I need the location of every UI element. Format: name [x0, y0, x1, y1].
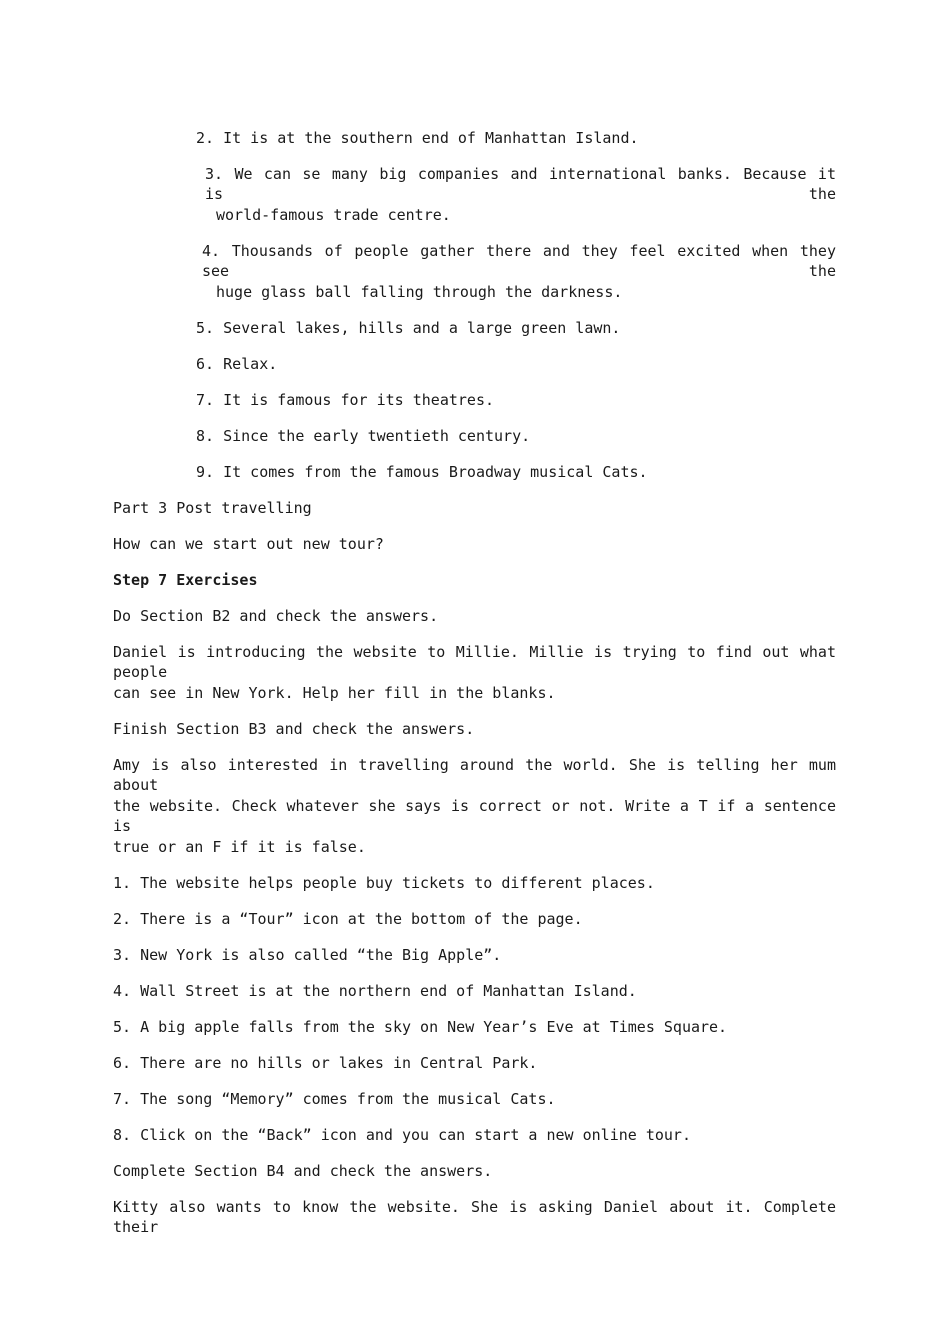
- statement-1: 1. The website helps people buy tickets to different places.: [113, 874, 655, 892]
- answer-7: 7. It is famous for its theatres.: [196, 391, 495, 409]
- answer-6: 6. Relax.: [196, 355, 278, 373]
- statement-6: 6. There are no hills or lakes in Central Park.: [113, 1054, 538, 1072]
- statement-5: 5. A big apple falls from the sky on New Year’s Eve at Times Square.: [113, 1018, 728, 1036]
- answer-4-continued: huge glass ball falling through the darkness.: [216, 283, 623, 301]
- b3-description-line2: the website. Check whatever she says is correct or not. Write a T if a sentence is: [113, 797, 836, 835]
- b2-instruction: Do Section B2 and check the answers.: [113, 607, 439, 625]
- b3-description: Amy is also interested in travelling around the world. She is telling her mum about: [113, 756, 836, 794]
- answer-4: 4. Thousands of people gather there and they feel excited when they see the: [202, 242, 836, 280]
- part3-question: How can we start out new tour?: [113, 535, 384, 553]
- statement-2: 2. There is a “Tour” icon at the bottom of the page.: [113, 910, 583, 928]
- statement-7: 7. The song “Memory” comes from the musical Cats.: [113, 1090, 556, 1108]
- statement-4: 4. Wall Street is at the northern end of Manhattan Island.: [113, 982, 637, 1000]
- statement-8: 8. Click on the “Back” icon and you can start a new online tour.: [113, 1126, 691, 1144]
- statement-3: 3. New York is also called “the Big Apple”.: [113, 946, 502, 964]
- b3-description-line3: true or an F if it is false.: [113, 838, 366, 856]
- answer-3: 3. We can se many big companies and international banks. Because it is the: [205, 165, 836, 203]
- answer-9: 9. It comes from the famous Broadway musical Cats.: [196, 463, 648, 481]
- part3-heading: Part 3 Post travelling: [113, 499, 312, 517]
- b4-description: Kitty also wants to know the website. She is asking Daniel about it. Complete their: [113, 1198, 836, 1236]
- answer-8: 8. Since the early twentieth century.: [196, 427, 531, 445]
- b4-instruction: Complete Section B4 and check the answers.: [113, 1162, 493, 1180]
- b3-instruction: Finish Section B3 and check the answers.: [113, 720, 475, 738]
- b2-description-continued: can see in New York. Help her fill in the blanks.: [113, 684, 556, 702]
- answer-3-continued: world-famous trade centre.: [216, 206, 451, 224]
- answer-2: 2. It is at the southern end of Manhattan Island.: [196, 129, 639, 147]
- step7-heading: Step 7 Exercises: [113, 571, 258, 589]
- b2-description: Daniel is introducing the website to Millie. Millie is trying to find out what people: [113, 643, 836, 681]
- answer-5: 5. Several lakes, hills and a large green lawn.: [196, 319, 621, 337]
